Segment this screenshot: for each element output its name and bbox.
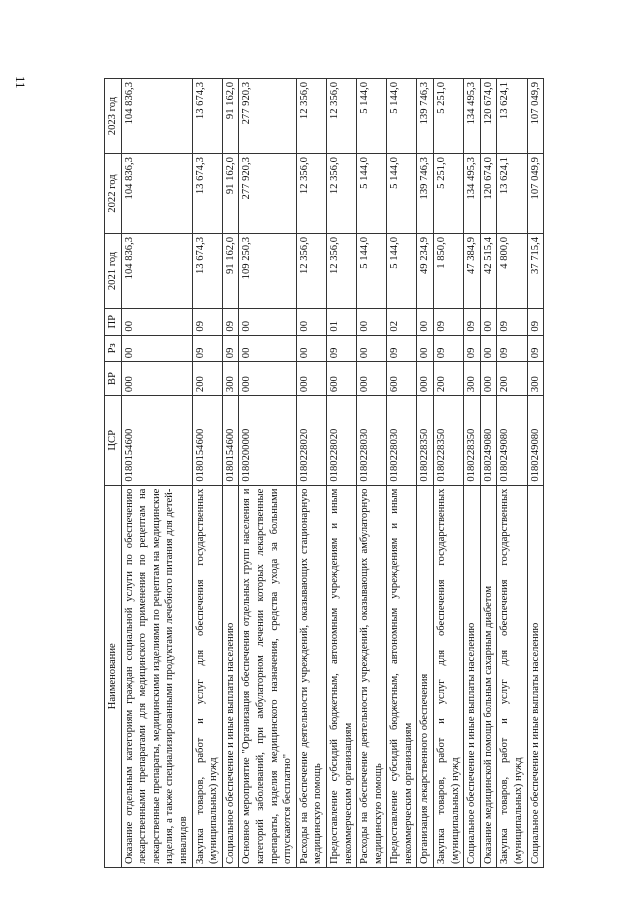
cell-2021: 5 144,0 [357, 233, 387, 308]
cell-name: Социальное обеспечение и иные выплаты населению [527, 485, 544, 867]
cell-2022: 13 674,3 [192, 154, 222, 234]
cell-2023: 12 356,0 [326, 79, 356, 154]
cell-2021: 4 800,0 [497, 233, 527, 308]
cell-rz: 09 [387, 335, 417, 362]
cell-pr: 09 [527, 308, 544, 335]
cell-2022: 12 356,0 [296, 154, 326, 234]
table-row [296, 79, 326, 868]
cell-2021: 109 250,3 [239, 233, 296, 308]
header-csr: ЦСР [105, 396, 122, 486]
cell-rz: 00 [417, 335, 434, 362]
cell-2022: 91 162,0 [222, 154, 239, 234]
cell-2021: 1 850,0 [434, 233, 464, 308]
cell-2023: 277 920,3 [239, 79, 296, 154]
cell-2023: 120 674,0 [480, 79, 497, 154]
cell-rz: 09 [434, 335, 464, 362]
table-row [434, 79, 464, 868]
cell-vr: 300 [222, 362, 239, 396]
cell-vr: 000 [417, 362, 434, 396]
cell-2022: 12 356,0 [326, 154, 356, 234]
cell-pr: 00 [121, 308, 192, 335]
cell-name: Расходы на обеспечение деятельности учреждений, оказывающих амбулаторную медицинскую помощь [357, 485, 387, 867]
cell-csr: 0180249080 [480, 396, 497, 486]
cell-name: Расходы на обеспечение деятельности учреждений, оказывающих стационарную медицинскую помощь [296, 485, 326, 867]
table-header-row [105, 79, 122, 868]
cell-name: Основное мероприятие "Организация обеспечения отдельных групп населения и категорий заболеваний, при амбулаторном лечении которых лекарственные препараты, изделия медицинского назначения, средства ухода за больными отпускаются бесплатно" [239, 485, 296, 867]
cell-rz: 09 [497, 335, 527, 362]
cell-2023: 13 624,1 [497, 79, 527, 154]
table-row [527, 79, 544, 868]
cell-2021: 104 836,3 [121, 233, 192, 308]
rotated-table-container [104, 78, 592, 868]
cell-csr: 0180200000 [239, 396, 296, 486]
table-row [326, 79, 356, 868]
cell-2023: 104 836,3 [121, 79, 192, 154]
cell-name: Социальное обеспечение и иные выплаты населению [222, 485, 239, 867]
cell-vr: 600 [387, 362, 417, 396]
cell-vr: 000 [480, 362, 497, 396]
cell-2021: 49 234,9 [417, 233, 434, 308]
cell-pr: 00 [296, 308, 326, 335]
cell-name: Оказание отдельным категориям граждан социальной услуги по обеспечению лекарственными препаратами для медицинского применения по рецептам на лекарственные препараты, медицинскими изделиями по рецептам на медицинские изделия, а также специализированными продуктами лечебного питания для детей-инвалидов [121, 485, 192, 867]
page-number: 11 [13, 76, 28, 89]
cell-vr: 000 [121, 362, 192, 396]
cell-rz: 00 [239, 335, 296, 362]
cell-csr: 0180228030 [357, 396, 387, 486]
cell-name: Предоставление субсидий бюджетным, автономным учреждениям и иным некоммерческим организациям [326, 485, 356, 867]
header-2021: 2021 год [105, 233, 122, 308]
cell-csr: 0180249080 [497, 396, 527, 486]
cell-2021: 37 715,4 [527, 233, 544, 308]
cell-vr: 300 [527, 362, 544, 396]
cell-csr: 0180228350 [417, 396, 434, 486]
budget-table [104, 78, 544, 868]
cell-2023: 91 162,0 [222, 79, 239, 154]
cell-csr: 0180228020 [296, 396, 326, 486]
cell-2021: 12 356,0 [296, 233, 326, 308]
cell-csr: 0180228030 [387, 396, 417, 486]
cell-pr: 02 [387, 308, 417, 335]
cell-vr: 200 [497, 362, 527, 396]
cell-2022: 139 746,3 [417, 154, 434, 234]
header-pr: ПР [105, 308, 122, 335]
cell-pr: 00 [480, 308, 497, 335]
cell-pr: 00 [357, 308, 387, 335]
table-row [464, 79, 481, 868]
cell-2023: 107 049,9 [527, 79, 544, 154]
cell-2021: 13 674,3 [192, 233, 222, 308]
cell-rz: 00 [357, 335, 387, 362]
cell-2023: 5 144,0 [387, 79, 417, 154]
cell-2021: 47 384,9 [464, 233, 481, 308]
header-name: Наименование [105, 485, 122, 867]
cell-name: Закупка товаров, работ и услуг для обеспечения государственных (муниципальных) нужд [497, 485, 527, 867]
cell-vr: 600 [326, 362, 356, 396]
cell-pr: 09 [222, 308, 239, 335]
cell-2022: 277 920,3 [239, 154, 296, 234]
cell-2021: 12 356,0 [326, 233, 356, 308]
cell-name: Предоставление субсидий бюджетным, автономным учреждениям и иным некоммерческим организациям [387, 485, 417, 867]
cell-csr: 0180154600 [192, 396, 222, 486]
cell-pr: 09 [434, 308, 464, 335]
cell-2023: 12 356,0 [296, 79, 326, 154]
cell-2022: 5 144,0 [387, 154, 417, 234]
cell-2022: 5 251,0 [434, 154, 464, 234]
table-row [497, 79, 527, 868]
cell-pr: 01 [326, 308, 356, 335]
cell-csr: 0180154600 [121, 396, 192, 486]
table-row [357, 79, 387, 868]
header-vr: ВР [105, 362, 122, 396]
cell-2023: 139 746,3 [417, 79, 434, 154]
table-row [121, 79, 192, 868]
cell-pr: 09 [497, 308, 527, 335]
cell-name: Организация лекарственного обеспечения [417, 485, 434, 867]
table-row [480, 79, 497, 868]
cell-rz: 09 [326, 335, 356, 362]
cell-rz: 09 [527, 335, 544, 362]
cell-name: Оказание медицинской помощи больным сахарным диабетом [480, 485, 497, 867]
table-row [222, 79, 239, 868]
cell-csr: 0180249080 [527, 396, 544, 486]
cell-vr: 000 [296, 362, 326, 396]
cell-vr: 000 [239, 362, 296, 396]
cell-pr: 00 [417, 308, 434, 335]
header-2023: 2023 год [105, 79, 122, 154]
cell-2023: 5 251,0 [434, 79, 464, 154]
cell-2021: 42 515,4 [480, 233, 497, 308]
table-row [239, 79, 296, 868]
cell-rz: 09 [222, 335, 239, 362]
table-body [121, 79, 544, 868]
table-row [417, 79, 434, 868]
cell-pr: 09 [464, 308, 481, 335]
cell-rz: 09 [464, 335, 481, 362]
cell-csr: 0180228350 [464, 396, 481, 486]
cell-rz: 09 [192, 335, 222, 362]
cell-vr: 000 [357, 362, 387, 396]
cell-pr: 00 [239, 308, 296, 335]
cell-rz: 00 [480, 335, 497, 362]
cell-rz: 00 [121, 335, 192, 362]
cell-2022: 13 624,1 [497, 154, 527, 234]
cell-rz: 00 [296, 335, 326, 362]
cell-csr: 0180228350 [434, 396, 464, 486]
header-rz: Рз [105, 335, 122, 362]
cell-2023: 5 144,0 [357, 79, 387, 154]
cell-csr: 0180154600 [222, 396, 239, 486]
cell-name: Социальное обеспечение и иные выплаты населению [464, 485, 481, 867]
cell-csr: 0180228020 [326, 396, 356, 486]
table-row [387, 79, 417, 868]
header-2022: 2022 год [105, 154, 122, 234]
table-row [192, 79, 222, 868]
cell-2021: 91 162,0 [222, 233, 239, 308]
cell-vr: 200 [434, 362, 464, 396]
cell-2022: 120 674,0 [480, 154, 497, 234]
cell-2022: 107 049,9 [527, 154, 544, 234]
cell-2023: 13 674,3 [192, 79, 222, 154]
cell-2023: 134 495,3 [464, 79, 481, 154]
cell-2021: 5 144,0 [387, 233, 417, 308]
cell-name: Закупка товаров, работ и услуг для обеспечения государственных (муниципальных) нужд [434, 485, 464, 867]
cell-vr: 200 [192, 362, 222, 396]
cell-pr: 09 [192, 308, 222, 335]
cell-2022: 5 144,0 [357, 154, 387, 234]
cell-vr: 300 [464, 362, 481, 396]
cell-2022: 134 495,3 [464, 154, 481, 234]
cell-name: Закупка товаров, работ и услуг для обеспечения государственных (муниципальных) нужд [192, 485, 222, 867]
cell-2022: 104 836,3 [121, 154, 192, 234]
